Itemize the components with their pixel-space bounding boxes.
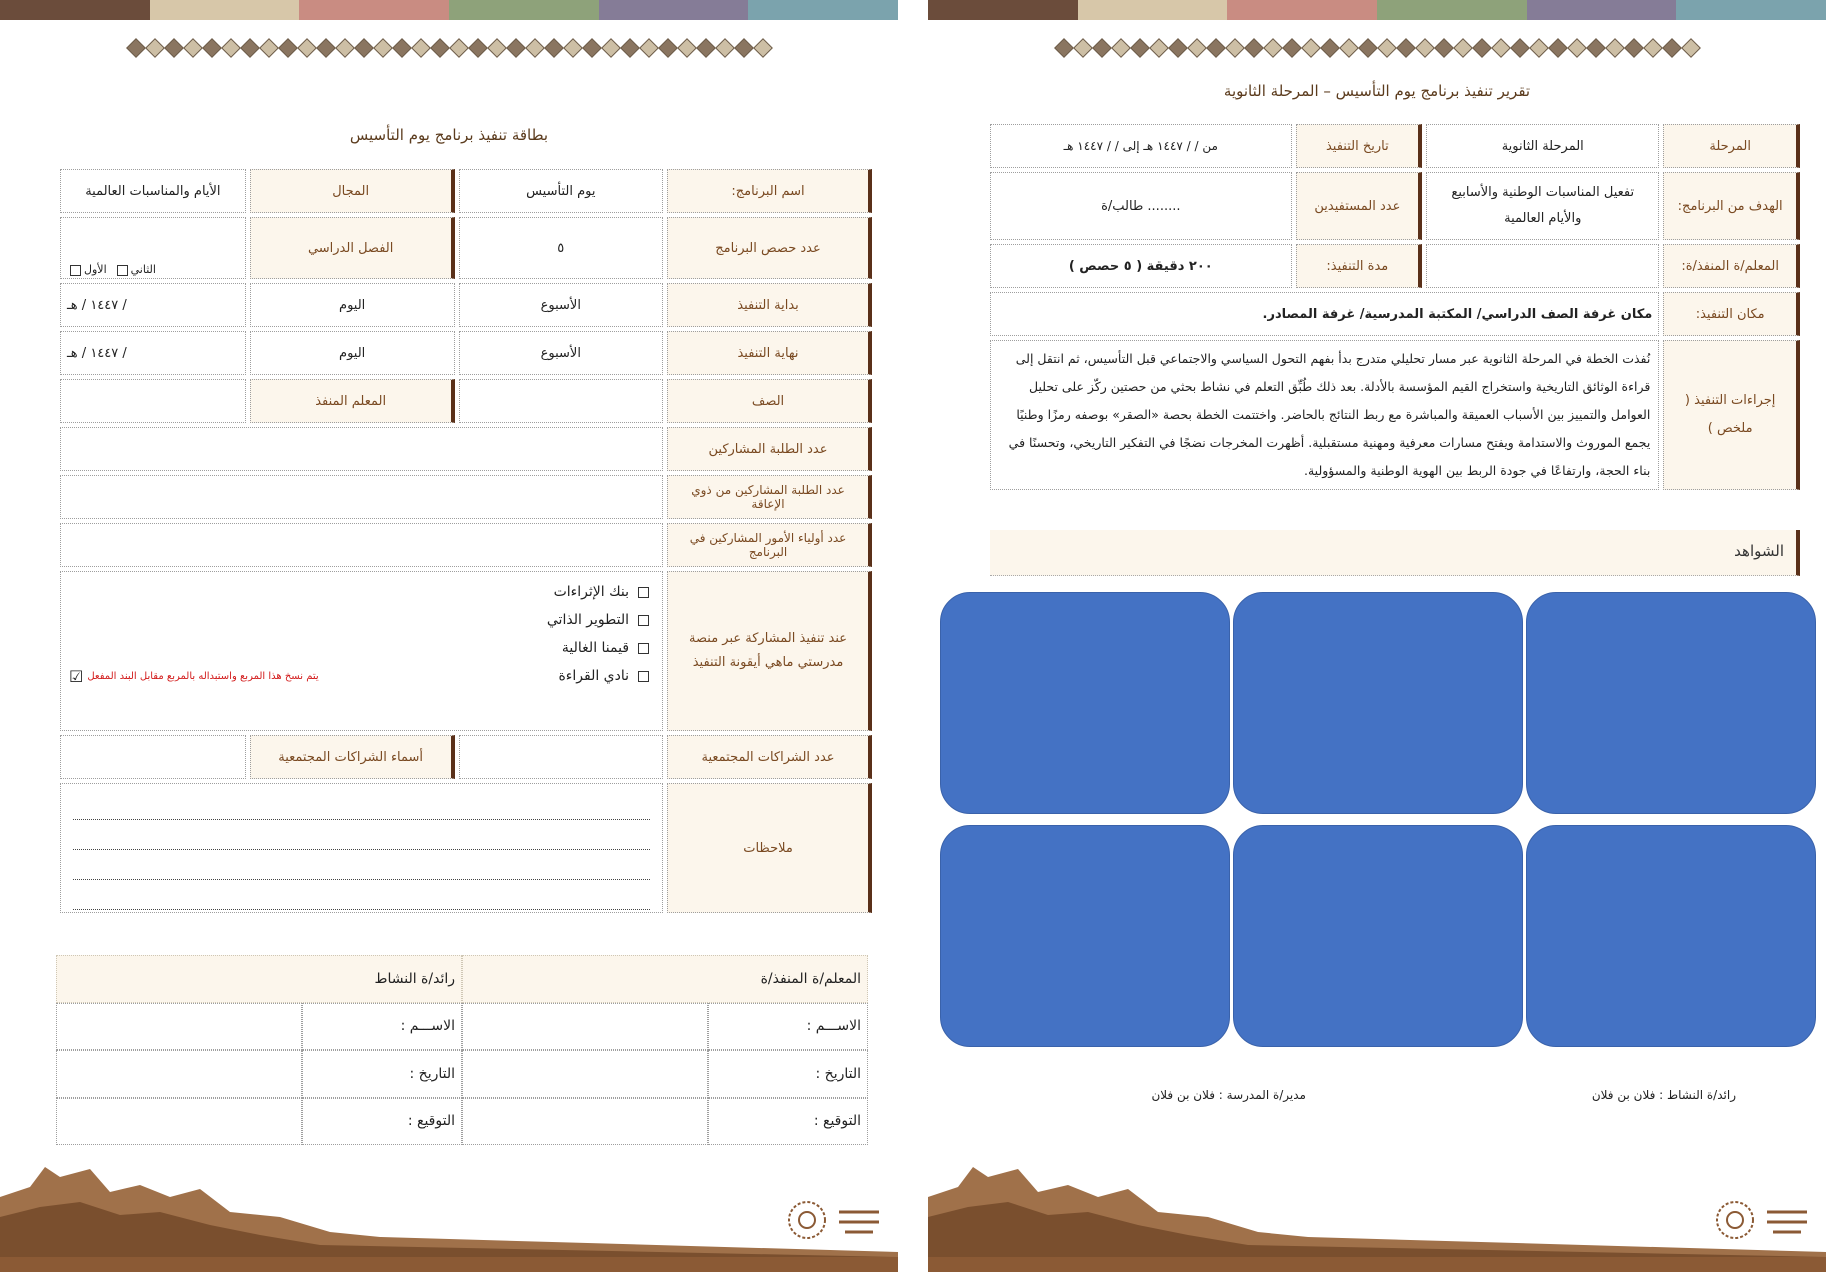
teacher-sign-field[interactable]	[462, 1098, 708, 1146]
procedures-label: إجراءات التنفيذ ( ملخص )	[1663, 340, 1800, 490]
start-date: / ١٤٤٧ / هـ	[60, 283, 246, 327]
diamond-ornament	[1263, 38, 1283, 58]
diamond-ornament	[563, 38, 583, 58]
students-value	[60, 427, 663, 471]
field-value: الأيام والمناسبات العالمية	[60, 169, 246, 213]
teacher-label: المعلم المنفذ	[250, 379, 455, 423]
notes-lines[interactable]	[60, 783, 663, 913]
diamond-ornament	[373, 38, 393, 58]
diamond-ornament	[1529, 38, 1549, 58]
evidence-slot-2[interactable]	[1233, 592, 1523, 814]
diamond-ornament	[1681, 38, 1701, 58]
diamond-ornament	[639, 38, 659, 58]
evidence-slot-4[interactable]	[1526, 825, 1816, 1047]
exec-date-value: من / / ١٤٤٧ هـ إلى / / ١٤٤٧ هـ	[990, 124, 1292, 168]
founding-day-logo	[785, 1190, 885, 1250]
checkbox-second[interactable]	[117, 265, 128, 276]
teacher-name-field[interactable]	[462, 1003, 708, 1051]
grade-value	[459, 379, 663, 423]
teacher-value	[60, 379, 246, 423]
color-band	[0, 0, 898, 20]
diamond-ornament	[620, 38, 640, 58]
option-reading-club[interactable]: نادي القراءة يتم نسخ هذا المربع واستبداله بالمربع مقابل البند المفعل ☑	[65, 662, 658, 690]
diamond-ornament	[1111, 38, 1131, 58]
diamond-ornament	[1282, 38, 1302, 58]
diamond-ornament	[734, 38, 754, 58]
diamond-ornament	[1054, 38, 1074, 58]
diamond-ornament	[1453, 38, 1473, 58]
diamond-ornament	[126, 38, 146, 58]
diamond-ornament	[202, 38, 222, 58]
checkbox-icon[interactable]	[638, 587, 649, 598]
diamond-ornament	[1434, 38, 1454, 58]
diamond-ornament	[1073, 38, 1093, 58]
color-band	[928, 0, 1826, 20]
checkbox-first[interactable]	[70, 265, 81, 276]
diamond-ornament	[1244, 38, 1264, 58]
diamond-ornament	[1491, 38, 1511, 58]
students-label: عدد الطلبة المشاركين	[667, 427, 872, 471]
field-label: المجال	[250, 169, 455, 213]
start-week: الأسبوع	[459, 283, 663, 327]
heritage-buildings-image	[928, 1157, 1826, 1272]
report-title: تقرير تنفيذ برنامج يوم التأسيس – المرحلة الثانوية	[1223, 82, 1531, 100]
founding-day-logo	[1713, 1190, 1813, 1250]
diamond-ornament	[297, 38, 317, 58]
leader-signature-title: رائد/ة النشاط	[56, 955, 462, 1003]
parents-label: عدد أولياء الأمور المشاركين في البرنامج	[667, 523, 872, 567]
semester-label: الفصل الدراسي	[250, 217, 455, 279]
checkbox-icon[interactable]	[638, 643, 649, 654]
stage-value: المرحلة الثانوية	[1426, 124, 1659, 168]
evidence-slot-6[interactable]	[940, 825, 1230, 1047]
founding-day-wordmark-icon	[1763, 1200, 1811, 1240]
exec-date-label: تاريخ التنفيذ	[1296, 124, 1423, 168]
diamond-ornament	[221, 38, 241, 58]
diamond-ornament	[392, 38, 412, 58]
end-day: اليوم	[250, 331, 455, 375]
diamond-ornament	[1187, 38, 1207, 58]
beneficiaries-value: ........ طالب/ة	[990, 172, 1292, 240]
option-self-development[interactable]: التطوير الذاتي	[65, 606, 658, 634]
execution-report-page	[928, 0, 1826, 1272]
partner-names-value	[60, 735, 246, 779]
diamond-ornament	[411, 38, 431, 58]
start-label: بداية التنفيذ	[667, 283, 872, 327]
evidence-header: الشواهد	[990, 530, 1800, 576]
teacher-value	[1426, 244, 1659, 288]
diamond-ornament	[240, 38, 260, 58]
diamond-ornament	[1662, 38, 1682, 58]
goal-value: تفعيل المناسبات الوطنية والأسابيع والأيام العالمية	[1426, 172, 1659, 240]
procedures-value: نُفذت الخطة في المرحلة الثانوية عبر مسار تحليلي متدرج بدأ بفهم التحول السياسي والاجتماعي قبل التأسيس، ثم انتقل إلى قراءة الوثائق التاريخية واستخراج القيم المؤسسة بالأدلة. بعد ذلك طُبِّق التعلم في نشاط بحثي من حصتين ركّز على تحليل العوامل والتمييز بين الأسباب العميقة والمباشرة مع ربط النتائج بالحاضر. واختتمت الخطة بحصة «الصقر» بوصفه رمزًا وطنيًا يجمع الموروث والاستدامة ويفتح مسارات معرفية ومهنية مستقبلية. أظهرت المخرجات نضجًا في التفكير التاريخي، وتحسنًا في بناء الحجة، وارتفاعًا في جودة الربط بين الهوية الوطنية والمسؤولية.	[990, 340, 1659, 490]
leader-sign-label: التوقيع :	[302, 1098, 462, 1146]
diamond-ornament	[1149, 38, 1169, 58]
diamond-ornament	[1206, 38, 1226, 58]
teacher-name-label: الاســـم :	[708, 1003, 868, 1051]
teacher-date-label: التاريخ :	[708, 1050, 868, 1098]
checked-box-icon: ☑	[69, 666, 84, 686]
leader-signature: رائد/ة النشاط : فلان بن فلان	[1591, 1088, 1736, 1102]
founding-day-emblem-icon	[785, 1198, 829, 1242]
heritage-buildings-image	[0, 1157, 898, 1272]
card-title: بطاقة تنفيذ برنامج يوم التأسيس	[349, 126, 549, 144]
signature-table	[56, 955, 868, 1145]
leader-date-label: التاريخ :	[302, 1050, 462, 1098]
diamond-ornament	[145, 38, 165, 58]
program-name-label: اسم البرنامج:	[667, 169, 872, 213]
principal-signature: مدير/ة المدرسة : فلان بن فلان	[1151, 1088, 1306, 1102]
disability-label: عدد الطلبة المشاركين من ذوي الإعاقة	[667, 475, 872, 519]
diamond-ornament	[468, 38, 488, 58]
goal-label: الهدف من البرنامج:	[1663, 172, 1800, 240]
place-label: مكان التنفيذ:	[1663, 292, 1800, 336]
stage-label: المرحلة	[1663, 124, 1800, 168]
diamond-ornament	[316, 38, 336, 58]
platform-note: يتم نسخ هذا المربع واستبداله بالمربع مقابل البند المفعل ☑	[69, 666, 319, 686]
founding-day-emblem-icon	[1713, 1198, 1757, 1242]
diamond-ornament	[582, 38, 602, 58]
teacher-sign-label: التوقيع :	[708, 1098, 868, 1146]
notes-label: ملاحظات	[667, 783, 872, 913]
program-name-value: يوم التأسيس	[459, 169, 663, 213]
parents-value	[60, 523, 663, 567]
diamond-ornament	[525, 38, 545, 58]
semester-second: الثاني	[130, 263, 156, 276]
teacher-signature-title: المعلم/ة المنفذ/ة	[462, 955, 868, 1003]
evidence-slot-5[interactable]	[1233, 825, 1523, 1047]
semester-options	[60, 217, 246, 279]
option-our-values[interactable]: قيمنا الغالية	[65, 634, 658, 662]
platform-label: عند تنفيذ المشاركة عبر منصة مدرستي ماهي أيقونة التنفيذ	[667, 571, 872, 731]
end-week: الأسبوع	[459, 331, 663, 375]
diamond-ornament	[1092, 38, 1112, 58]
leader-name-label: الاســـم :	[302, 1003, 462, 1051]
diamond-ornament	[1643, 38, 1663, 58]
partnerships-label: عدد الشراكات المجتمعية	[667, 735, 872, 779]
end-label: نهاية التنفيذ	[667, 331, 872, 375]
start-day: اليوم	[250, 283, 455, 327]
diamond-ornament	[1339, 38, 1359, 58]
diamond-ornament	[449, 38, 469, 58]
execution-card-page	[0, 0, 898, 1272]
diamond-ornament	[1624, 38, 1644, 58]
leader-sign-field[interactable]	[56, 1098, 302, 1146]
founding-day-wordmark-icon	[835, 1200, 883, 1240]
diamond-ornament	[506, 38, 526, 58]
diamond-ornament	[183, 38, 203, 58]
diamond-ornament	[1301, 38, 1321, 58]
place-value: مكان غرفة الصف الدراسي/ المكتبة المدرسية/ غرفة المصادر.	[990, 292, 1659, 336]
beneficiaries-label: عدد المستفيدين	[1296, 172, 1423, 240]
diamond-ornament	[677, 38, 697, 58]
diamond-ornament	[753, 38, 773, 58]
diamond-ornament	[1396, 38, 1416, 58]
diamond-ornament	[601, 38, 621, 58]
diamond-border	[1028, 38, 1726, 58]
semester-first: الأول	[84, 263, 107, 276]
checkbox-icon[interactable]	[638, 615, 649, 626]
diamond-ornament	[1605, 38, 1625, 58]
diamond-ornament	[278, 38, 298, 58]
evidence-slot-3[interactable]	[940, 592, 1230, 814]
diamond-ornament	[544, 38, 564, 58]
diamond-ornament	[1548, 38, 1568, 58]
diamond-border	[100, 38, 798, 58]
diamond-ornament	[1168, 38, 1188, 58]
diamond-ornament	[487, 38, 507, 58]
evidence-slot-1[interactable]	[1526, 592, 1816, 814]
grade-label: الصف	[667, 379, 872, 423]
platform-options	[60, 571, 663, 731]
leader-name-field[interactable]	[56, 1003, 302, 1051]
sessions-value: ٥	[459, 217, 663, 279]
teacher-date-field[interactable]	[462, 1050, 708, 1098]
execution-card-table	[56, 165, 876, 917]
diamond-ornament	[715, 38, 735, 58]
leader-date-field[interactable]	[56, 1050, 302, 1098]
diamond-ornament	[1567, 38, 1587, 58]
diamond-ornament	[1358, 38, 1378, 58]
diamond-ornament	[430, 38, 450, 58]
diamond-ornament	[1415, 38, 1435, 58]
diamond-ornament	[1472, 38, 1492, 58]
partnerships-value	[459, 735, 663, 779]
diamond-ornament	[696, 38, 716, 58]
diamond-ornament	[658, 38, 678, 58]
diamond-ornament	[1130, 38, 1150, 58]
diamond-ornament	[354, 38, 374, 58]
duration-value: ٢٠٠ دقيقة ( ٥ حصص )	[990, 244, 1292, 288]
execution-report-table	[986, 120, 1804, 494]
diamond-ornament	[1586, 38, 1606, 58]
diamond-ornament	[335, 38, 355, 58]
diamond-ornament	[1320, 38, 1340, 58]
duration-label: مدة التنفيذ:	[1296, 244, 1423, 288]
partner-names-label: أسماء الشراكات المجتمعية	[250, 735, 455, 779]
diamond-ornament	[1225, 38, 1245, 58]
diamond-ornament	[1377, 38, 1397, 58]
sessions-label: عدد حصص البرنامج	[667, 217, 872, 279]
diamond-ornament	[164, 38, 184, 58]
teacher-label: المعلم/ة المنفذ/ة:	[1663, 244, 1800, 288]
disability-value	[60, 475, 663, 519]
end-date: / ١٤٤٧ / هـ	[60, 331, 246, 375]
diamond-ornament	[1510, 38, 1530, 58]
diamond-ornament	[259, 38, 279, 58]
option-enrichment[interactable]: بنك الإثراءات	[65, 578, 658, 606]
checkbox-icon[interactable]	[638, 671, 649, 682]
